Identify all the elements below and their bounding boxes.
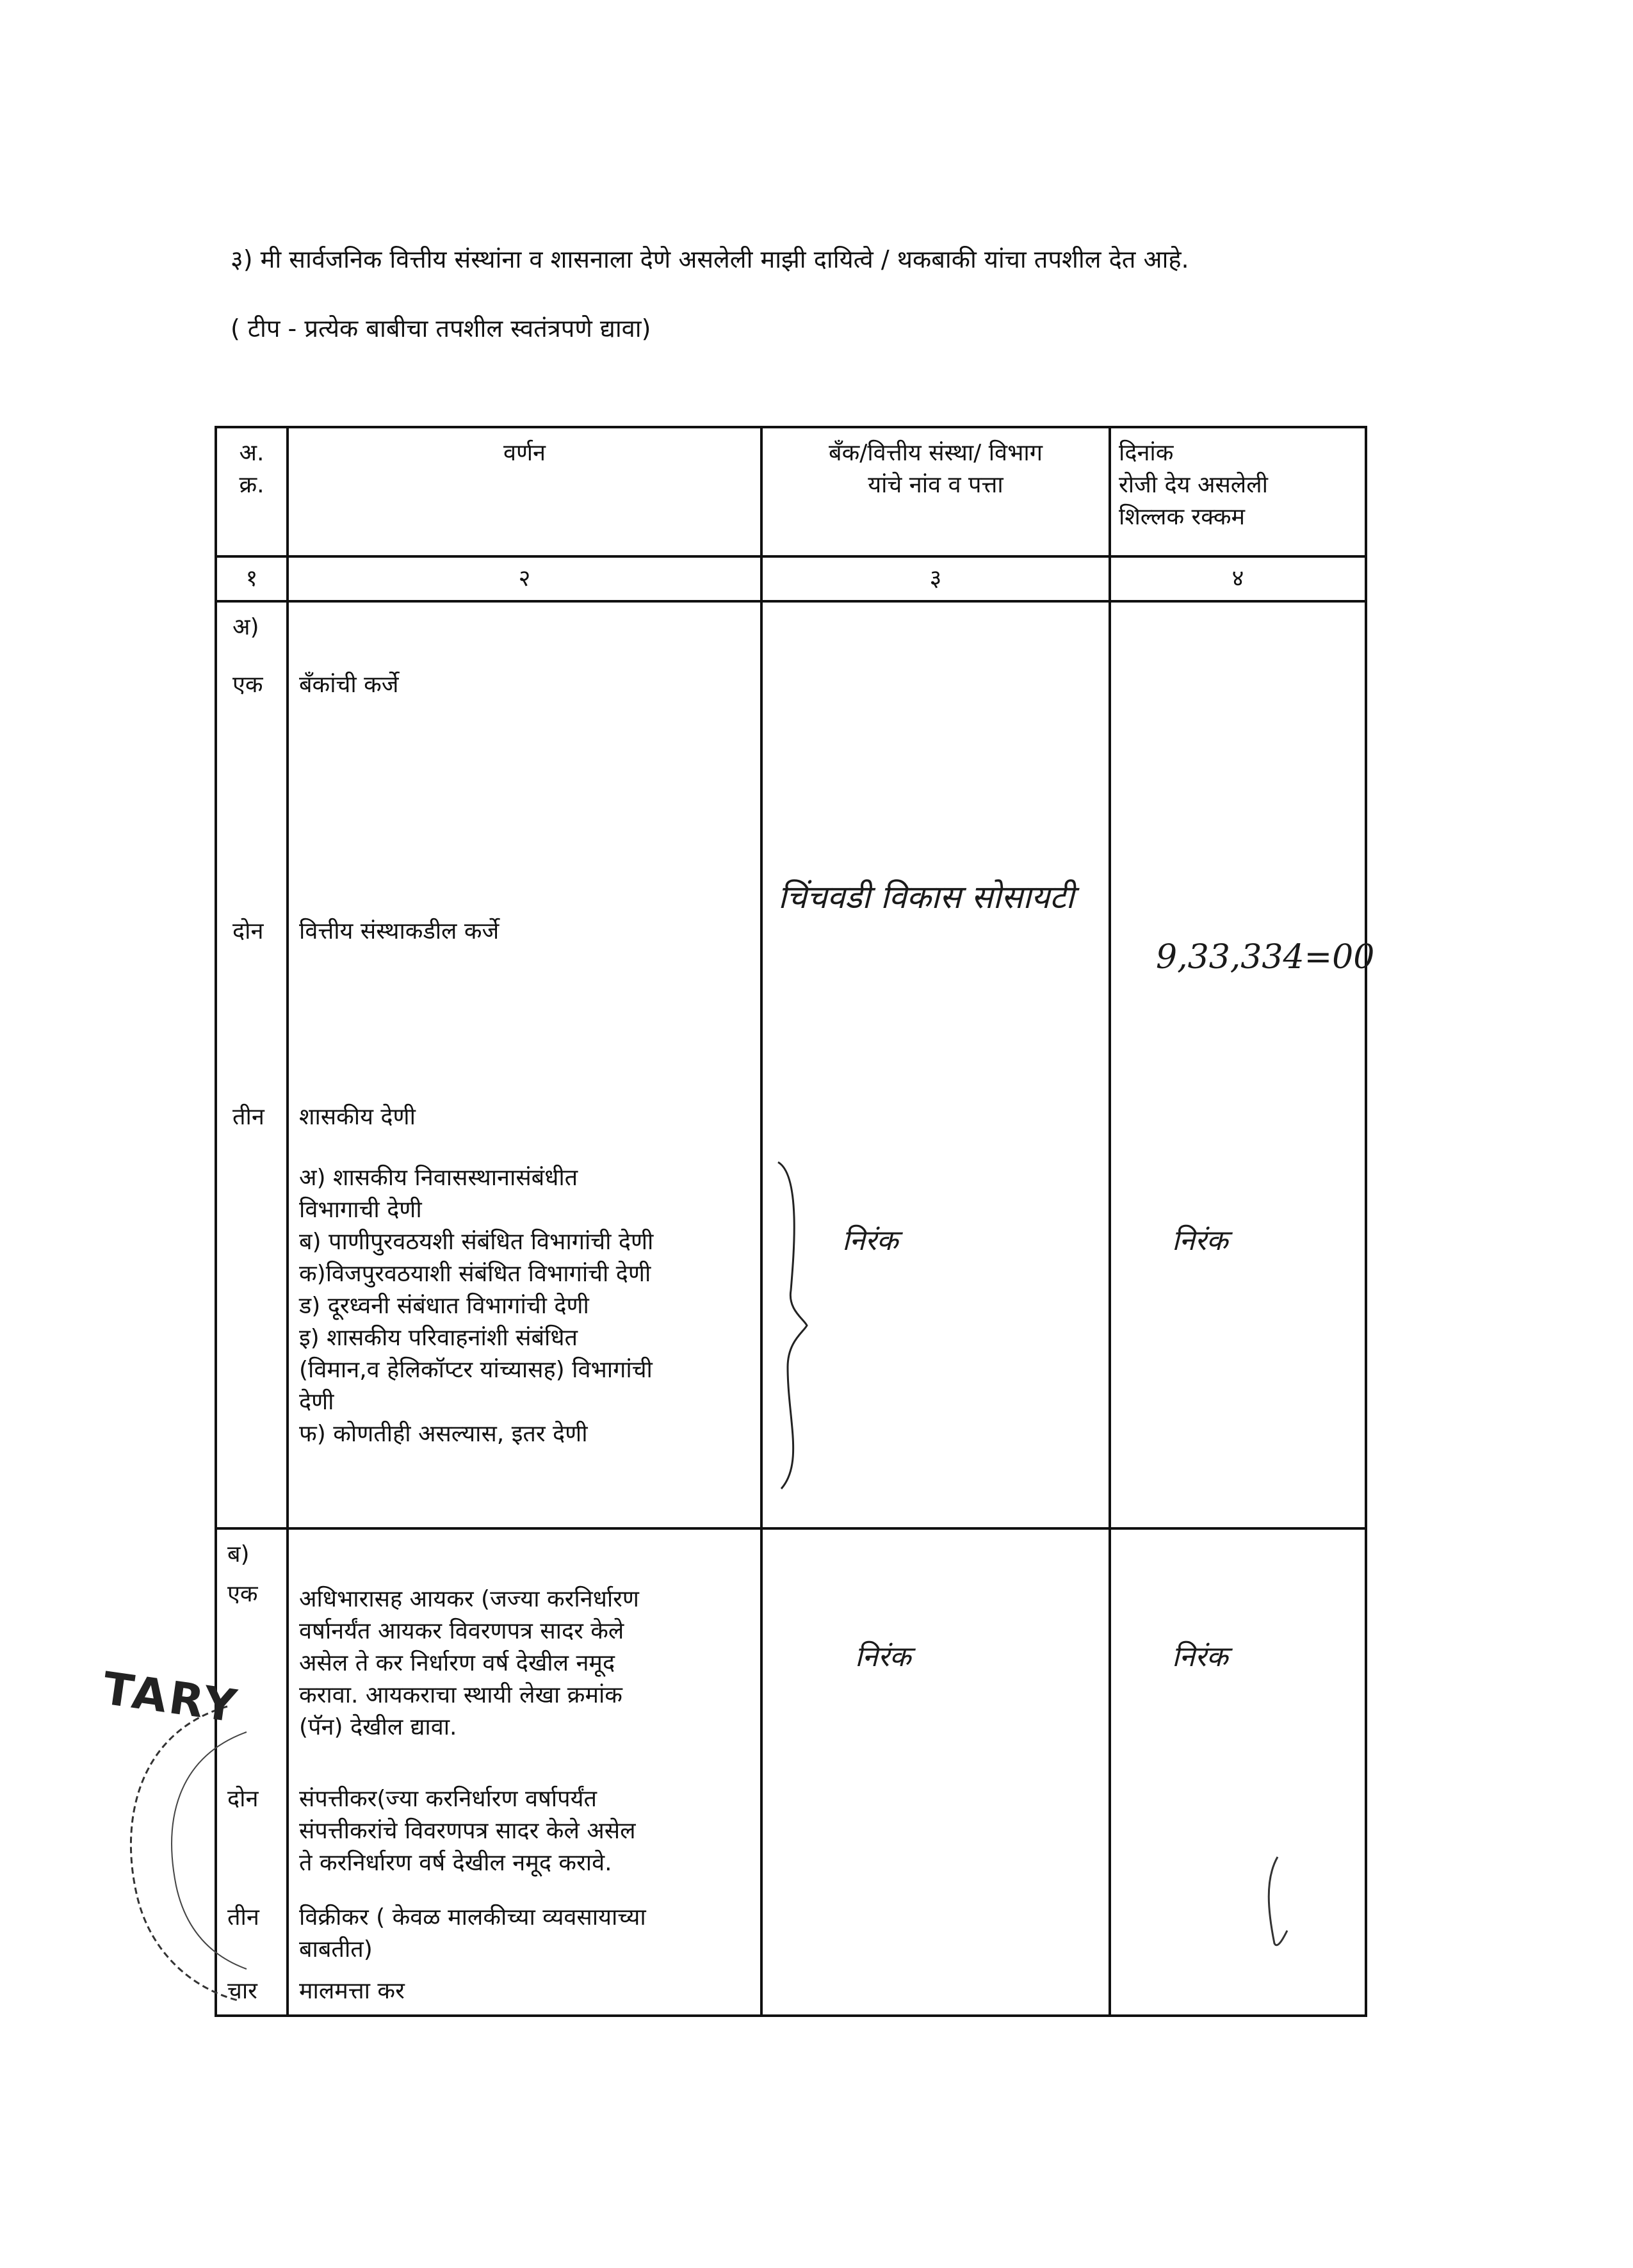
handwritten-nil-a-balance: निरंक xyxy=(1172,1224,1228,1257)
curly-brace-icon xyxy=(765,1156,816,1495)
list-item: ड) दूरध्वनी संबंधात विभागांची देणी xyxy=(299,1293,589,1319)
table-border-bottom xyxy=(215,2014,1367,2017)
row-a2-number: दोन xyxy=(232,918,264,944)
government-dues-list xyxy=(299,1162,758,1450)
col-number-4: ४ xyxy=(1231,565,1244,592)
table-divider-1 xyxy=(286,426,289,2017)
intro-note: ( टीप - प्रत्येक बाबीचा तपशील स्वतंत्रपणे द्यावा) xyxy=(231,314,651,343)
handwritten-institution: चिंचवडी विकास सोसायटी xyxy=(778,879,1075,916)
notary-stamp-text: TARY xyxy=(99,1662,242,1733)
handwritten-nil-a-institution: निरंक xyxy=(842,1224,898,1257)
row-a3-description: शासकीय देणी xyxy=(299,1104,416,1130)
row-a3-number: तीन xyxy=(232,1104,264,1130)
header-rule xyxy=(215,555,1367,558)
list-item: विभागाची देणी xyxy=(299,1197,422,1223)
row-b1-description: अधिभारासह आयकर (जज्या करनिर्धारण वर्षानर्यंत आयकर विवरणपत्र सादर केले असेल ते कर निर्धारण वर्ष देखील नमूद करावा. आयकराचा स्थायी लेखा क्रमांक (पॅन) देखील द्यावा. xyxy=(299,1586,639,1740)
row-b2-number: दोन xyxy=(227,1786,259,1812)
table-border-right xyxy=(1365,426,1367,2017)
handwritten-nil-b-balance: निरंक xyxy=(1172,1640,1228,1673)
row-b2-description: संपत्तीकर(ज्या करनिर्धारण वर्षापर्यंत संपत्तीकरांचे विवरणपत्र सादर केले असेल ते करनिर्धारण वर्ष देखील नमूद करावे. xyxy=(299,1786,636,1876)
list-item: ब) पाणीपुरवठयशी संबंधित विभागांची देणी xyxy=(299,1229,654,1255)
pen-stroke-icon xyxy=(1258,1854,1297,1956)
col-number-3: ३ xyxy=(929,565,942,592)
section-b-label: ब) xyxy=(227,1541,250,1567)
table-divider-2 xyxy=(760,426,763,2017)
handwritten-amount: 9,33,334=00 xyxy=(1156,938,1375,976)
intro-line-1: ३) मी सार्वजनिक वित्तीय संस्थांना व शासनाला देणे असलेली माझी दायित्वे / थकबाकी यांचा तपशील देत आहे. xyxy=(231,245,1189,273)
handwritten-nil-b-institution: निरंक xyxy=(855,1640,911,1673)
header-serial: अ. क्र. xyxy=(239,440,264,498)
col-number-2: २ xyxy=(518,565,531,592)
table-border-top xyxy=(215,426,1367,428)
row-a1-description: बँकांची कर्जे xyxy=(299,672,399,698)
liabilities-table xyxy=(215,426,1375,2017)
header-balance: दिनांक रोजी देय असलेली शिल्लक रक्कम xyxy=(1119,440,1268,530)
row-a1-number: एक xyxy=(232,672,263,698)
list-item: फ) कोणतीही असल्यास, इतर देणी xyxy=(299,1421,588,1447)
col-number-1: १ xyxy=(245,565,258,592)
row-b3-description: विक्रीकर ( केवळ मालकीच्या व्यवसायाच्या बाबतीत) xyxy=(299,1904,646,1963)
list-item: इ) शासकीय परिवाहनांशी संबंधित xyxy=(299,1325,578,1351)
section-a-label: अ) xyxy=(232,614,259,640)
row-b4-description: मालमत्ता कर xyxy=(299,1978,405,2004)
header-institution: बँक/वित्तीय संस्था/ विभाग यांचे नांव व पत्ता xyxy=(829,440,1043,498)
number-rule xyxy=(215,600,1367,603)
section-a-rule xyxy=(215,1527,1367,1530)
row-b1-number: एक xyxy=(227,1581,258,1607)
list-item: अ) शासकीय निवासस्थानासंबंधीत xyxy=(299,1165,578,1191)
row-b4-number: चार xyxy=(227,1978,257,2004)
row-a2-description: वित्तीय संस्थाकडील कर्जे xyxy=(299,918,500,944)
row-b3-number: तीन xyxy=(227,1904,259,1931)
table-divider-3 xyxy=(1109,426,1111,2017)
header-description: वर्णन xyxy=(503,440,546,466)
list-item: क)विजपुरवठयाशी संबंधित विभागांची देणी xyxy=(299,1261,651,1287)
list-item: देणी xyxy=(299,1389,334,1415)
list-item: (विमान,व हेलिकॉप्टर यांच्यासह) विभागांची xyxy=(299,1357,653,1383)
